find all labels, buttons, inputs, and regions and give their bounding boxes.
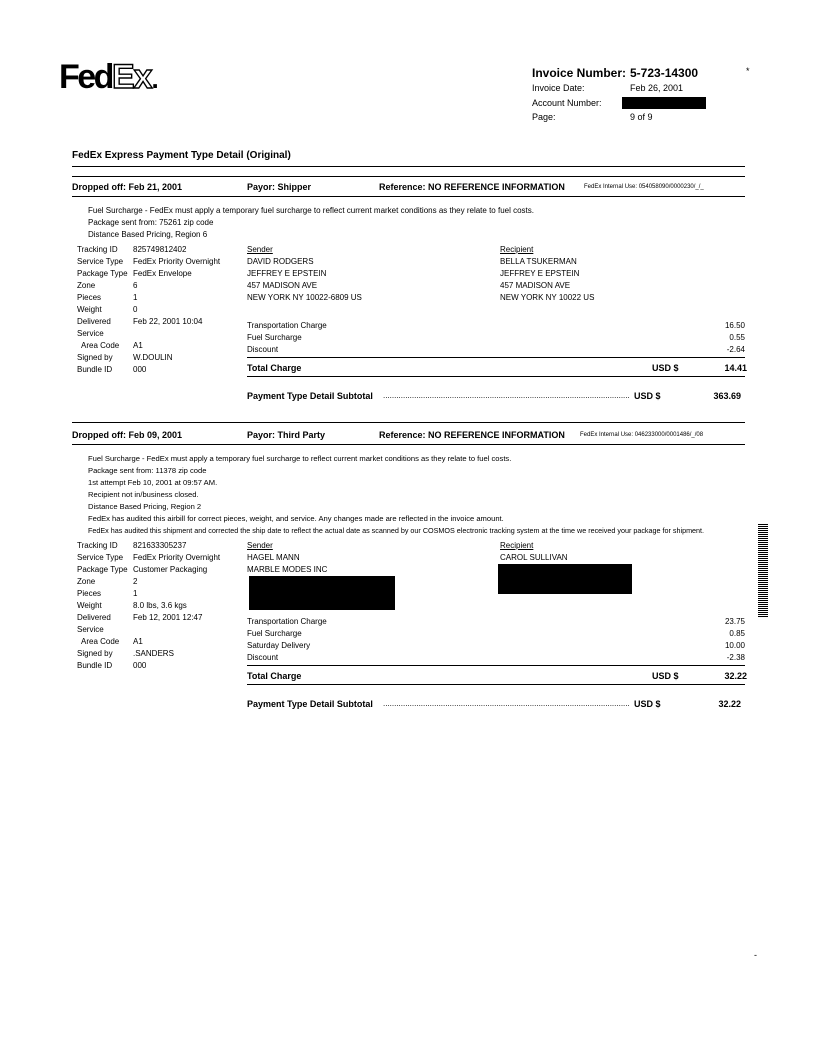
shipment-header-divider	[72, 196, 745, 197]
shipment-notes	[88, 205, 534, 241]
recipient-block	[500, 244, 594, 304]
detail-row: Package Type FedEx Envelope	[77, 269, 192, 278]
charge-label: Discount	[247, 345, 279, 354]
note-line: 1st attempt Feb 10, 2001 at 09:57 AM.	[88, 478, 218, 487]
note-line: Distance Based Pricing, Region 6	[88, 230, 208, 239]
total-charge: 32.22	[724, 671, 747, 681]
sender-line: JEFFREY E EPSTEIN	[247, 269, 327, 278]
recipient-label: Recipient	[500, 245, 534, 254]
detail-row: Service	[77, 625, 104, 634]
account-number-label: Account Number:	[532, 98, 602, 108]
invoice-number: 5-723-14300	[630, 66, 699, 80]
page-number: 9 of 9	[630, 112, 653, 122]
page-label: Page:	[532, 112, 556, 122]
detail-row: Signed by .SANDERS	[77, 649, 174, 658]
note-line: Fuel Surcharge - FedEx must apply a temporary fuel surcharge to reflect current market conditions as they relate to fuel costs.	[88, 454, 512, 463]
subtotal-leader: ...............................................................................................................	[383, 391, 630, 400]
detail-row: Delivered Feb 22, 2001 10:04	[77, 317, 203, 326]
charge-amount: -2.64	[726, 345, 745, 354]
note-line: Distance Based Pricing, Region 2	[88, 502, 202, 511]
shipment-notes	[88, 453, 704, 537]
detail-row: Tracking ID 825749812402	[77, 245, 187, 254]
recipient-line: CAROL SULLIVAN	[500, 553, 568, 562]
detail-row: Bundle ID 000	[77, 661, 147, 670]
sender-line: MARBLE MODES INC	[247, 565, 328, 574]
charge-amount: 0.85	[729, 629, 745, 638]
total-divider	[247, 376, 745, 377]
reference: Reference: NO REFERENCE INFORMATION	[379, 430, 565, 440]
sender-label: Sender	[247, 245, 273, 254]
note-line: FedEx has audited this shipment and corrected the ship date to reflect the actual date as scanned by our COSMOS electronic tracking system at the time we received your package for shipment.	[88, 526, 705, 535]
dropped-off: Dropped off: Feb 09, 2001	[72, 430, 183, 440]
subtotal-leader: ...............................................................................................................	[383, 699, 630, 708]
corner-mark: *	[746, 66, 750, 76]
redacted-recipient-address	[498, 564, 632, 594]
subtotal-currency: USD $	[634, 391, 661, 401]
note-line: Recipient not in/business closed.	[88, 490, 199, 499]
total-charge-label: Total Charge	[247, 671, 302, 681]
sender-line: 457 MADISON AVE	[247, 281, 318, 290]
detail-row: Pieces 1	[77, 589, 138, 598]
charges-amounts	[725, 616, 745, 664]
detail-row: Service	[77, 329, 104, 338]
charge-amount: 0.55	[729, 333, 745, 342]
subtotal-label: Payment Type Detail Subtotal	[247, 391, 373, 401]
charge-label: Fuel Surcharge	[247, 333, 302, 342]
internal-use: FedEx Internal Use: 046233000/0001486/_/08	[580, 432, 704, 438]
logo-ex: Ex	[111, 58, 152, 96]
subtotal-label: Payment Type Detail Subtotal	[247, 699, 373, 709]
charge-amount: 16.50	[724, 321, 745, 330]
dropped-off: Dropped off: Feb 21, 2001	[72, 182, 183, 192]
detail-row: Package Type Customer Packaging	[77, 565, 208, 574]
recipient-block	[500, 540, 568, 564]
footer-mark: -	[754, 950, 757, 960]
internal-use: FedEx Internal Use: 054058090/0000230/_/_	[584, 184, 704, 190]
charge-label: Fuel Surcharge	[247, 629, 302, 638]
total-charge-label: Total Charge	[247, 363, 302, 373]
redacted-sender-address	[249, 576, 395, 610]
subtotal-amount: 32.22	[718, 699, 741, 709]
sender-line: NEW YORK NY 10022-6809 US	[247, 293, 362, 302]
detail-row: Weight 8.0 lbs, 3.6 kgs	[77, 601, 187, 610]
page-title: FedEx Express Payment Type Detail (Original)	[72, 150, 291, 161]
charges-amounts	[725, 320, 745, 356]
shipment-details	[77, 540, 220, 672]
sender-line: HAGEL MANN	[247, 553, 300, 562]
detail-row: Service Type FedEx Priority Overnight	[77, 257, 221, 266]
charge-label: Transportation Charge	[247, 321, 327, 330]
total-divider	[247, 684, 745, 685]
detail-row: Zone 2	[77, 577, 138, 586]
payor: Payor: Shipper	[247, 182, 312, 192]
charge-label: Transportation Charge	[247, 617, 327, 626]
recipient-line: JEFFREY E EPSTEIN	[500, 269, 580, 278]
note-line: Fuel Surcharge - FedEx must apply a temporary fuel surcharge to reflect current market conditions as they relate to fuel costs.	[88, 206, 534, 215]
total-charge: 14.41	[724, 363, 747, 373]
detail-row: Tracking ID 821633305237	[77, 541, 187, 550]
total-currency: USD $	[652, 671, 679, 681]
recipient-line: 457 MADISON AVE	[500, 281, 571, 290]
subtotal-currency: USD $	[634, 699, 661, 709]
note-line: Package sent from: 11378 zip code	[88, 466, 207, 475]
charge-amount: 23.75	[724, 617, 745, 626]
charges-divider	[247, 665, 745, 666]
logo-dot: .	[151, 64, 157, 94]
payor: Payor: Third Party	[247, 430, 326, 440]
charges-labels	[247, 320, 327, 356]
total-currency: USD $	[652, 363, 679, 373]
sender-block	[247, 540, 327, 576]
charge-label: Saturday Delivery	[247, 641, 311, 650]
charge-amount: 10.00	[724, 641, 745, 650]
shipment-details	[77, 244, 220, 376]
title-divider	[72, 166, 745, 167]
subtotal-amount: 363.69	[713, 391, 741, 401]
charge-amount: -2.38	[726, 653, 745, 662]
detail-row: Delivered Feb 12, 2001 12:47	[77, 613, 203, 622]
redacted-account-number	[622, 97, 706, 109]
reference: Reference: NO REFERENCE INFORMATION	[379, 182, 565, 192]
sender-label: Sender	[247, 541, 273, 550]
invoice-date-label: Invoice Date:	[532, 83, 585, 93]
detail-row: Pieces 1	[77, 293, 138, 302]
charges-divider	[247, 357, 745, 358]
detail-row: Bundle ID 000	[77, 365, 147, 374]
detail-row: Signed by W.DOULIN	[77, 353, 173, 362]
logo-fed: Fed	[59, 58, 112, 96]
note-line: Package sent from: 75261 zip code	[88, 218, 214, 227]
recipient-line: NEW YORK NY 10022 US	[500, 293, 595, 302]
invoice-number-label: Invoice Number:	[532, 66, 627, 80]
note-line: FedEx has audited this airbill for correct pieces, weight, and service. Any changes made are reflected in the invoice amount.	[88, 514, 504, 523]
detail-row: Zone 6	[77, 281, 138, 290]
title-divider-2	[72, 176, 745, 177]
sender-block	[247, 244, 362, 304]
recipient-label: Recipient	[500, 541, 534, 550]
detail-row: Area Code A1	[81, 637, 143, 646]
detail-row: Weight 0	[77, 305, 138, 314]
barcode-icon	[758, 524, 768, 618]
shipment-separator	[72, 422, 745, 423]
detail-row: Service Type FedEx Priority Overnight	[77, 553, 221, 562]
charges-labels	[247, 616, 327, 664]
detail-row: Area Code A1	[81, 341, 143, 350]
shipment-header-divider	[72, 444, 745, 445]
sender-line: DAVID RODGERS	[247, 257, 314, 266]
fedex-logo	[59, 58, 156, 97]
recipient-line: BELLA TSUKERMAN	[500, 257, 577, 266]
charge-label: Discount	[247, 653, 279, 662]
invoice-date: Feb 26, 2001	[630, 83, 684, 93]
